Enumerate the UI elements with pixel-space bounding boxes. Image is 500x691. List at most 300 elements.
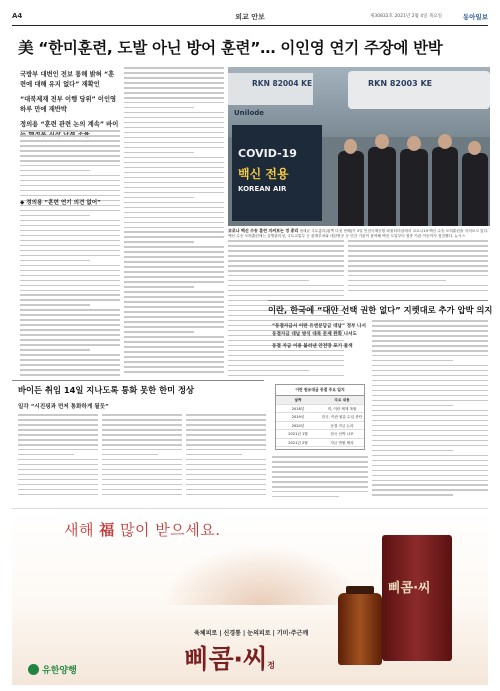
text-line bbox=[124, 281, 224, 283]
text-line bbox=[372, 365, 488, 367]
text-line bbox=[20, 185, 120, 187]
text-line bbox=[272, 461, 368, 463]
text-line bbox=[186, 454, 242, 456]
text-line bbox=[372, 445, 488, 447]
text-line bbox=[20, 220, 120, 222]
text-line bbox=[228, 245, 344, 247]
table-row bbox=[276, 413, 364, 422]
text-line bbox=[228, 265, 344, 267]
table-cell: 2018년 bbox=[291, 406, 305, 411]
person-head bbox=[468, 141, 481, 155]
text-line bbox=[20, 215, 90, 217]
text-line bbox=[18, 489, 98, 491]
text-line bbox=[124, 271, 224, 273]
text-line bbox=[124, 336, 224, 338]
side-article-col-1 bbox=[272, 456, 368, 502]
text-line bbox=[20, 344, 120, 346]
text-line bbox=[228, 375, 344, 377]
text-line bbox=[20, 225, 120, 227]
text-line bbox=[372, 489, 488, 491]
text-line bbox=[18, 479, 98, 481]
side-headline: 이란, 한국에 “대안 선택 권한 없다” 지렛대로 추가 압박 의지 bbox=[268, 305, 493, 315]
text-line bbox=[18, 454, 74, 456]
text-line bbox=[372, 435, 488, 437]
person bbox=[432, 147, 458, 226]
text-line bbox=[18, 419, 98, 421]
text-line bbox=[186, 429, 266, 431]
plane-registration-left: RKN 82004 KE bbox=[252, 79, 313, 88]
text-line bbox=[20, 304, 90, 306]
text-line bbox=[102, 424, 182, 426]
text-line bbox=[372, 385, 488, 387]
text-line bbox=[124, 261, 224, 263]
news-photo bbox=[228, 67, 490, 226]
text-line bbox=[20, 275, 120, 277]
text-line bbox=[18, 449, 98, 451]
text-line bbox=[372, 484, 488, 486]
text-line bbox=[186, 484, 266, 486]
text-line bbox=[372, 455, 488, 457]
text-line bbox=[372, 405, 453, 407]
container-brand: Unilode bbox=[234, 109, 265, 117]
person-head bbox=[438, 134, 452, 149]
person bbox=[462, 153, 488, 226]
side-rule bbox=[268, 300, 488, 301]
text-line bbox=[228, 250, 344, 252]
text-line bbox=[20, 299, 120, 301]
person-head bbox=[344, 139, 357, 154]
table-cell: 한국, 이란 원유 수입 중단 bbox=[321, 415, 363, 419]
text-line bbox=[348, 265, 488, 267]
text-line bbox=[124, 306, 224, 308]
issue-date: 제30832호 2021년 2월 4일 목요일 bbox=[370, 14, 442, 19]
side-subhead-1: “동결자금서 이란 유엔분담금 대납” 정부 나서 동결자금 대납 방식 대북 문제 완화 나서도 bbox=[272, 324, 366, 337]
text-line bbox=[20, 319, 120, 321]
text-line bbox=[186, 419, 266, 421]
newspaper-logo: 동아일보 bbox=[462, 13, 488, 21]
text-line bbox=[102, 494, 182, 496]
product-bottle bbox=[338, 593, 382, 665]
text-line bbox=[372, 475, 488, 477]
text-line bbox=[372, 425, 488, 427]
table-row bbox=[276, 439, 364, 448]
ad-company bbox=[28, 663, 77, 676]
text-line bbox=[20, 230, 120, 232]
text-line bbox=[102, 469, 182, 471]
text-line bbox=[272, 496, 339, 498]
text-line bbox=[124, 227, 224, 229]
text-line bbox=[372, 320, 488, 322]
banner-vaccine: 백신 전용 bbox=[238, 167, 289, 181]
table-row bbox=[276, 430, 364, 439]
text-line bbox=[372, 450, 453, 452]
text-line bbox=[124, 301, 224, 303]
text-line bbox=[124, 231, 224, 233]
text-line bbox=[124, 192, 224, 194]
text-line bbox=[372, 395, 488, 397]
text-line bbox=[124, 341, 224, 343]
text-line bbox=[124, 236, 224, 238]
text-line bbox=[20, 135, 120, 137]
text-line bbox=[18, 464, 98, 466]
main-subhead-2: “대북제재 전부 이행 당위” 이인영 하루 만에 재반박 bbox=[20, 96, 117, 113]
text-line bbox=[186, 479, 266, 481]
text-line bbox=[20, 255, 120, 257]
text-line bbox=[124, 212, 224, 214]
text-line bbox=[124, 291, 224, 293]
text-line bbox=[124, 172, 224, 174]
text-line bbox=[124, 152, 194, 154]
text-line bbox=[372, 350, 488, 352]
text-line bbox=[124, 266, 224, 268]
text-line bbox=[124, 331, 194, 333]
text-line bbox=[372, 380, 488, 382]
text-line bbox=[20, 165, 120, 167]
text-line bbox=[20, 329, 120, 331]
company-name: 유한양행 bbox=[42, 666, 77, 676]
text-line bbox=[372, 375, 488, 377]
text-line bbox=[20, 265, 120, 267]
text-line bbox=[186, 449, 266, 451]
text-line bbox=[348, 255, 488, 257]
text-line bbox=[18, 444, 98, 446]
text-line bbox=[102, 484, 182, 486]
text-line bbox=[124, 251, 224, 253]
text-line bbox=[186, 439, 266, 441]
text-line bbox=[20, 374, 120, 376]
text-line bbox=[186, 464, 266, 466]
text-line bbox=[124, 147, 224, 149]
text-line bbox=[124, 167, 224, 169]
text-line bbox=[18, 459, 98, 461]
text-line bbox=[20, 190, 120, 192]
table-row bbox=[276, 422, 364, 431]
text-line bbox=[18, 414, 98, 416]
table-header-row bbox=[276, 396, 364, 405]
airplane-left bbox=[228, 73, 313, 105]
text-line bbox=[348, 245, 488, 247]
text-line bbox=[124, 82, 224, 84]
text-line bbox=[20, 294, 120, 296]
ad-slogan bbox=[64, 519, 221, 540]
text-line bbox=[124, 137, 224, 139]
text-line bbox=[124, 67, 224, 69]
plane-registration: RKN 82003 KE bbox=[368, 79, 433, 88]
text-line bbox=[20, 170, 90, 172]
text-line bbox=[186, 489, 266, 491]
text-line bbox=[372, 345, 488, 347]
text-line bbox=[20, 334, 120, 336]
text-line bbox=[186, 434, 266, 436]
text-line bbox=[102, 479, 182, 481]
second-headline: 바이든 취임 14일 지나도록 통화 못한 한미 정상 bbox=[18, 385, 195, 395]
text-line bbox=[20, 210, 120, 212]
text-line bbox=[372, 355, 488, 357]
text-line bbox=[348, 275, 488, 277]
text-line bbox=[20, 195, 120, 197]
banner-airline: KOREAN AIR bbox=[238, 185, 287, 193]
table-header: 주요 내용 bbox=[334, 398, 350, 402]
text-line bbox=[102, 414, 182, 416]
main-article-col-4 bbox=[348, 240, 488, 298]
text-line bbox=[124, 132, 224, 134]
text-line bbox=[20, 364, 120, 366]
text-line bbox=[124, 356, 224, 358]
text-line bbox=[372, 430, 488, 432]
second-subhead: 일각 “시진핑과 먼저 통화하게 될듯” bbox=[18, 404, 109, 410]
text-line bbox=[124, 162, 224, 164]
header-rule bbox=[12, 25, 488, 26]
text-line bbox=[124, 361, 224, 363]
text-line bbox=[272, 476, 368, 478]
person bbox=[338, 151, 364, 226]
side-table bbox=[275, 384, 365, 450]
text-line bbox=[124, 112, 224, 114]
text-line bbox=[124, 107, 194, 109]
text-line bbox=[372, 465, 488, 467]
text-line bbox=[372, 340, 488, 342]
text-line bbox=[20, 309, 120, 311]
text-line bbox=[124, 77, 224, 79]
text-line bbox=[20, 354, 120, 356]
second-article-col-1 bbox=[18, 414, 98, 502]
table-cell: 미, 이란 제재 복원 bbox=[327, 406, 357, 411]
text-line bbox=[20, 240, 120, 242]
text-line bbox=[18, 439, 98, 441]
text-line bbox=[228, 275, 344, 277]
text-line bbox=[186, 444, 266, 446]
text-line bbox=[228, 290, 344, 292]
slogan-part-2: 많이 받으세요. bbox=[120, 521, 221, 539]
text-line bbox=[124, 102, 224, 104]
text-line bbox=[20, 270, 120, 272]
text-line bbox=[124, 97, 224, 99]
text-line bbox=[18, 494, 98, 496]
text-line bbox=[20, 359, 120, 361]
table-cell: 2021년 2월 bbox=[288, 440, 308, 445]
text-line bbox=[124, 222, 224, 224]
text-line bbox=[372, 335, 488, 337]
text-line bbox=[124, 346, 224, 348]
text-line bbox=[124, 286, 194, 288]
text-line bbox=[20, 339, 120, 341]
text-line bbox=[272, 491, 368, 493]
second-article-col-3 bbox=[186, 414, 266, 502]
person bbox=[368, 147, 396, 226]
person-head bbox=[375, 134, 389, 149]
text-line bbox=[228, 370, 309, 372]
text-line bbox=[20, 155, 120, 157]
text-line bbox=[102, 449, 182, 451]
text-line bbox=[124, 207, 224, 209]
text-line bbox=[102, 459, 182, 461]
text-line bbox=[20, 290, 120, 292]
text-line bbox=[124, 182, 224, 184]
page-header bbox=[12, 12, 488, 24]
text-line bbox=[124, 321, 224, 323]
text-line bbox=[18, 484, 98, 486]
text-line bbox=[272, 466, 368, 468]
caption-title: 코로나 백신 수송 훈련 지켜보는 정 총리 bbox=[228, 228, 299, 233]
text-line bbox=[20, 280, 120, 282]
text-line bbox=[124, 197, 194, 199]
table-header: 날짜 bbox=[294, 398, 302, 402]
text-line bbox=[348, 270, 488, 272]
text-line bbox=[272, 481, 368, 483]
photo-caption bbox=[228, 228, 490, 239]
main-article-col-2 bbox=[124, 67, 224, 380]
text-line bbox=[186, 459, 266, 461]
text-line bbox=[348, 240, 488, 242]
text-line bbox=[20, 369, 120, 371]
table-cell: 한국 선박 나포 bbox=[330, 432, 354, 436]
text-line bbox=[102, 439, 182, 441]
text-line bbox=[372, 480, 488, 482]
person bbox=[400, 149, 428, 226]
text-line bbox=[124, 87, 224, 89]
text-line bbox=[272, 471, 368, 473]
text-line bbox=[18, 474, 98, 476]
text-line bbox=[20, 245, 120, 247]
text-line bbox=[20, 140, 120, 142]
text-line bbox=[186, 424, 266, 426]
text-line bbox=[102, 464, 182, 466]
text-line bbox=[20, 324, 120, 326]
text-line bbox=[372, 494, 453, 496]
text-line bbox=[18, 469, 98, 471]
text-line bbox=[102, 444, 182, 446]
slogan-part-1: 새해 bbox=[64, 521, 94, 539]
product-name: 삐콤·씨 bbox=[184, 645, 268, 675]
text-line bbox=[102, 489, 182, 491]
text-line bbox=[20, 349, 90, 351]
text-line bbox=[372, 370, 488, 372]
section-title: 외교 안보 bbox=[235, 13, 265, 21]
text-line bbox=[186, 469, 266, 471]
text-line bbox=[186, 474, 266, 476]
text-line bbox=[348, 280, 446, 282]
text-line bbox=[228, 365, 344, 367]
text-line bbox=[124, 177, 224, 179]
side-article-col-2 bbox=[372, 320, 488, 500]
text-line bbox=[124, 326, 224, 328]
text-line bbox=[18, 429, 98, 431]
text-line bbox=[124, 217, 224, 219]
table-cell: 2019년 bbox=[291, 415, 305, 419]
person-head bbox=[407, 136, 421, 151]
text-line bbox=[124, 92, 224, 94]
text-line bbox=[348, 260, 488, 262]
text-line bbox=[272, 486, 368, 488]
banner-covid: COVID-19 bbox=[238, 147, 297, 160]
text-line bbox=[228, 240, 344, 242]
text-line bbox=[124, 157, 224, 159]
text-line bbox=[20, 160, 120, 162]
text-line bbox=[20, 235, 120, 237]
text-line bbox=[20, 250, 120, 252]
text-line bbox=[102, 454, 158, 456]
text-line bbox=[124, 72, 224, 74]
text-line bbox=[228, 280, 309, 282]
text-line bbox=[186, 414, 266, 416]
text-line bbox=[348, 250, 488, 252]
text-line bbox=[124, 256, 224, 258]
caption-text: 정세균 국무총리(왼쪽 다섯 번째)가 3일 인천국제공항 화물터미널에서 코로나19 백신 수송 모의훈련을 지켜보고 있다. 백신 수송 모의훈련에는 질병관리청, 국토교통부 등 관계부처와 대한항공 등 민간 기관이 참여해 백신 도입부터 접종 기관 이송까지 점검했다. bbox=[228, 229, 489, 238]
slogan-fortune: 福 bbox=[99, 521, 115, 539]
second-article-col-2 bbox=[102, 414, 182, 502]
main-article-col-1 bbox=[20, 130, 120, 380]
text-line bbox=[124, 246, 224, 248]
text-line bbox=[102, 429, 182, 431]
table-cell: 2021년 1월 bbox=[288, 432, 308, 436]
text-line bbox=[228, 270, 344, 272]
text-line bbox=[124, 311, 224, 313]
text-line bbox=[228, 285, 344, 287]
table-cell: 2020년 bbox=[291, 423, 305, 428]
company-logo-icon bbox=[28, 664, 39, 675]
side-subhead-2: 동결 자금 이용 불러낸 안전망 포기 물색 bbox=[272, 344, 353, 349]
text-line bbox=[102, 434, 182, 436]
table-row bbox=[276, 405, 364, 414]
main-headline: 美 “한미훈련, 도발 아닌 방어 훈련”… 이인영 연기 주장에 반박 bbox=[18, 39, 443, 57]
text-line bbox=[372, 470, 488, 472]
text-line bbox=[372, 400, 488, 402]
text-line bbox=[124, 202, 224, 204]
text-line bbox=[348, 290, 488, 292]
text-line bbox=[372, 440, 488, 442]
table-caption: 이란 원유대금 동결 주요 일지 bbox=[276, 385, 364, 396]
text-line bbox=[272, 456, 368, 458]
airplane bbox=[348, 71, 490, 109]
main-section-label: ◆ 정의용 “훈련 연기 의견 없어” bbox=[20, 200, 101, 206]
text-line bbox=[228, 295, 344, 297]
text-line bbox=[124, 351, 224, 353]
box-product-name: 삐콤·씨 bbox=[388, 581, 431, 596]
ad-tagline: 육체피로 | 신경통 | 눈의피로 | 기미·주근깨 bbox=[194, 630, 309, 637]
text-line bbox=[124, 127, 224, 129]
text-line bbox=[186, 494, 266, 496]
text-line bbox=[228, 260, 344, 262]
text-line bbox=[20, 180, 120, 182]
text-line bbox=[20, 130, 120, 132]
side-subheads bbox=[272, 323, 368, 356]
text-line bbox=[372, 325, 488, 327]
text-line bbox=[18, 424, 98, 426]
text-line bbox=[20, 175, 120, 177]
text-line bbox=[18, 434, 98, 436]
mountain-graphic bbox=[162, 545, 362, 605]
product-suffix: 정 bbox=[267, 661, 275, 670]
table-cell: 자금 반환 협의 bbox=[330, 440, 354, 445]
text-line bbox=[124, 187, 224, 189]
table-cell: 동결 자금 논의 bbox=[330, 423, 354, 428]
text-line bbox=[372, 420, 488, 422]
product-box bbox=[382, 535, 452, 661]
text-line bbox=[124, 296, 224, 298]
text-line bbox=[124, 117, 224, 119]
text-line bbox=[124, 276, 224, 278]
text-line bbox=[372, 460, 488, 462]
photo-credit: 뉴시스 bbox=[454, 234, 466, 238]
text-line bbox=[228, 360, 344, 362]
ad-product-name bbox=[184, 639, 274, 676]
vaccine-container bbox=[232, 125, 322, 221]
text-line bbox=[124, 142, 224, 144]
text-line bbox=[228, 255, 344, 257]
text-line bbox=[228, 320, 344, 322]
text-line bbox=[124, 316, 224, 318]
text-line bbox=[348, 285, 488, 287]
